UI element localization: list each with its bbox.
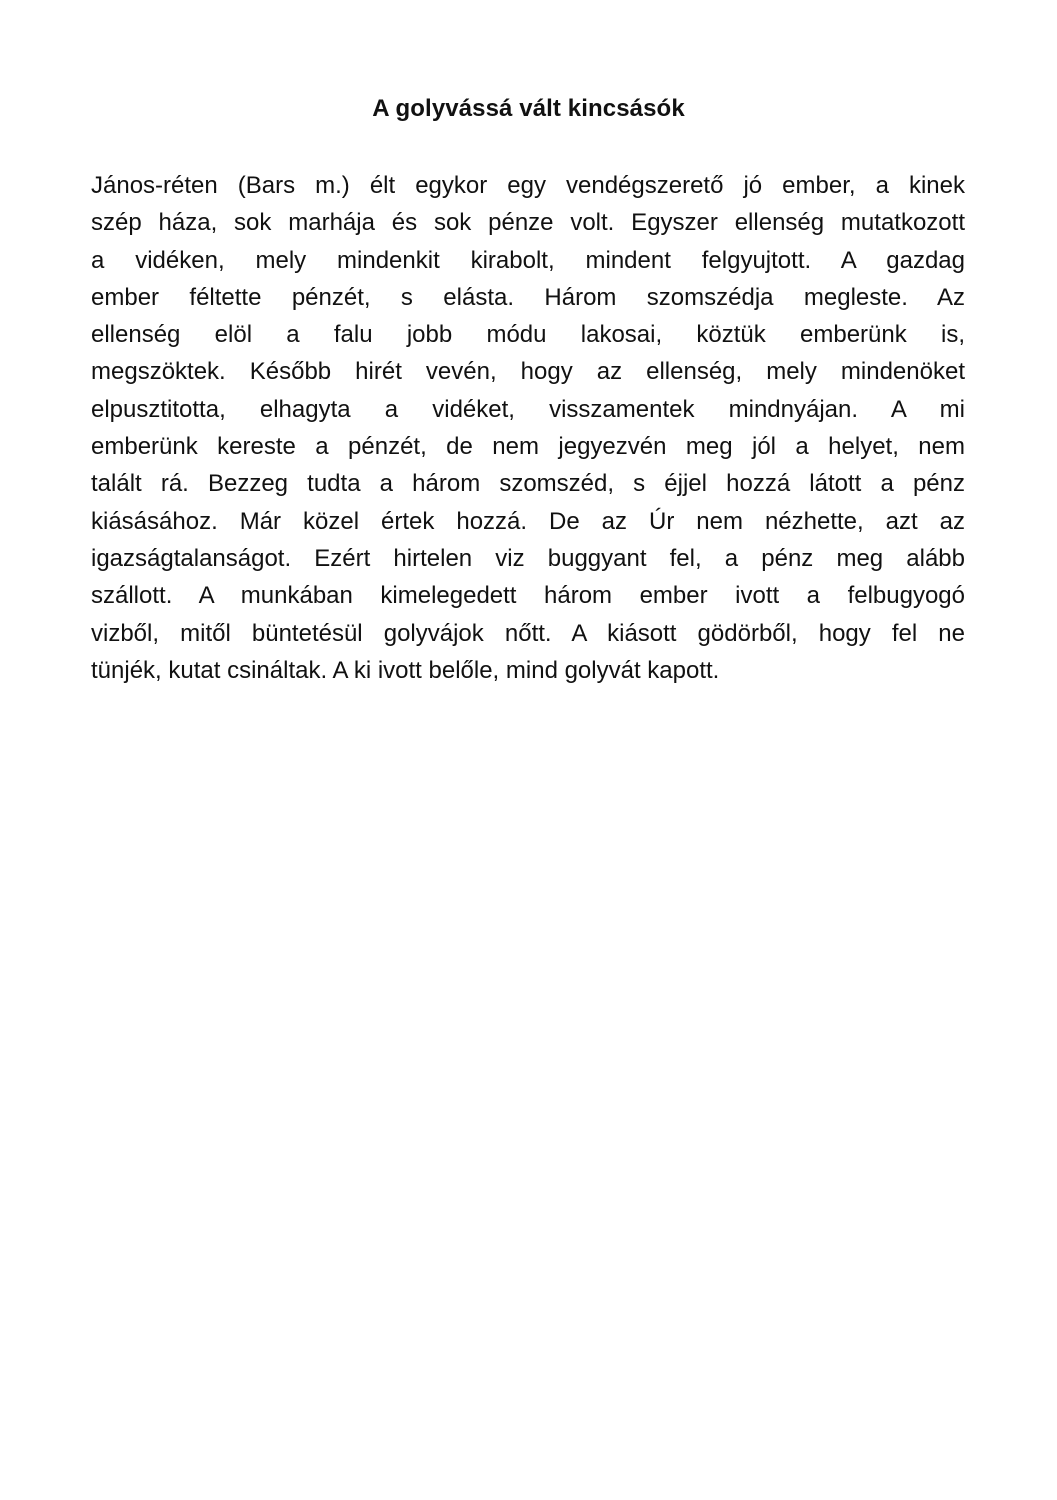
paragraph-line: a vidéken, mely mindenkit kirabolt, mindent felgyujtott. A gazdag (91, 246, 965, 274)
paragraph-line: vizből, mitől büntetésül golyvájok nőtt. A kiásott gödörből, hogy fel ne (91, 619, 965, 647)
document-title: A golyvássá vált kincsásók (372, 95, 685, 122)
paragraph-line: igazságtalanságot. Ezért hirtelen viz buggyant fel, a pénz meg alább (91, 544, 965, 572)
paragraph-line: ellenség elöl a falu jobb módu lakosai, köztük emberünk is, (91, 321, 965, 349)
paragraph-line: szép háza, sok marhája és sok pénze volt. Egyszer ellenség mutatkozott (91, 209, 965, 237)
story-paragraph (91, 167, 965, 689)
paragraph-line: ember féltette pénzét, s elásta. Három szomszédja megleste. Az (91, 283, 965, 311)
paragraph-line: elpusztitotta, elhagyta a vidéket, visszamentek mindnyájan. A mi (91, 395, 965, 423)
paragraph-line: János-réten (Bars m.) élt egykor egy vendégszerető jó ember, a kinek (91, 172, 965, 199)
paragraph-line: talált rá. Bezzeg tudta a három szomszéd, s éjjel hozzá látott a pénz (91, 470, 965, 498)
paragraph-line: megszöktek. Később hirét vevén, hogy az ellenség, mely mindenöket (91, 358, 965, 386)
paragraph-line: tünjék, kutat csináltak. A ki ivott belőle, mind golyvát kapott. (91, 656, 720, 684)
paragraph-line: kiásásához. Már közel értek hozzá. De az Úr nem nézhette, azt az (91, 507, 965, 535)
paragraph-line: szállott. A munkában kimelegedett három ember ivott a felbugyogó (91, 582, 965, 610)
paragraph-line: emberünk kereste a pénzét, de nem jegyezvén meg jól a helyet, nem (91, 433, 965, 461)
